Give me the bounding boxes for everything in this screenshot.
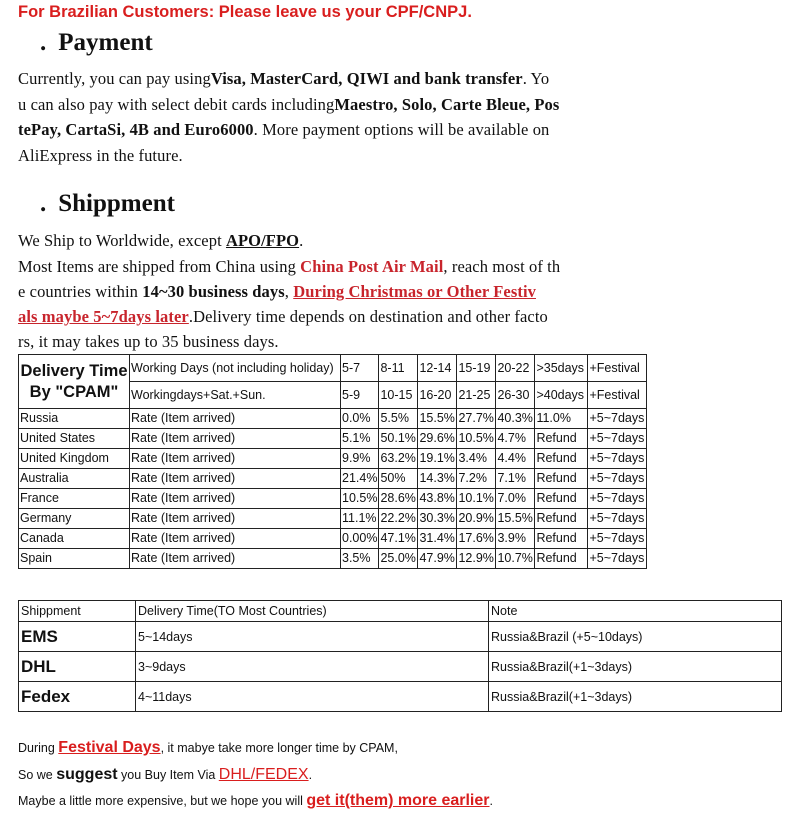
debit-cards: tePay, CartaSi, 4B and Euro6000 — [18, 120, 254, 139]
dhl-fedex: DHL/FEDEX — [218, 766, 309, 783]
carrier-name: DHL — [19, 652, 136, 682]
cell: 4~11days — [136, 682, 489, 712]
cell: 21.4% — [341, 469, 379, 489]
row-label: Rate (Item arrived) — [130, 449, 341, 469]
debit-cards: Maestro, Solo, Carte Bleue, Pos — [334, 95, 560, 114]
cell: Russia&Brazil(+1~3days) — [489, 652, 782, 682]
cell: 20-22 — [496, 355, 535, 382]
country: Russia — [19, 409, 130, 429]
table-row — [19, 622, 782, 652]
business-days: 14~30 business days — [142, 282, 285, 301]
cell: +5~7days — [588, 449, 647, 469]
cell: Russia&Brazil (+5~10days) — [489, 622, 782, 652]
table-row — [19, 652, 782, 682]
cell: Refund — [535, 549, 588, 569]
country: Australia — [19, 469, 130, 489]
text: We Ship to Worldwide, except — [18, 231, 226, 250]
table-row — [19, 489, 647, 509]
cell: 10.5% — [341, 489, 379, 509]
cell: 47.1% — [379, 529, 418, 549]
cell: +5~7days — [588, 549, 647, 569]
cell: 12.9% — [457, 549, 496, 569]
table-row — [19, 682, 782, 712]
cell: 7.1% — [496, 469, 535, 489]
text: During — [18, 741, 59, 755]
brazil-cpf-notice: For Brazilian Customers: Please leave us your CPF/CNPJ. — [18, 3, 472, 21]
cell: Refund — [535, 529, 588, 549]
cell: 10.7% — [496, 549, 535, 569]
cell: 7.2% — [457, 469, 496, 489]
table-row — [19, 509, 647, 529]
cell: +5~7days — [588, 429, 647, 449]
header-cell: Shippment — [19, 601, 136, 622]
cell: +5~7days — [588, 469, 647, 489]
footer-line-1 — [18, 739, 398, 757]
delivery-rates-table — [18, 354, 647, 569]
cell: 47.9% — [418, 549, 457, 569]
cell: 3~9days — [136, 652, 489, 682]
cell: 0.00% — [341, 529, 379, 549]
row-label: Rate (Item arrived) — [130, 409, 341, 429]
country: United Kingdom — [19, 449, 130, 469]
text: , it mabye take more longer time by CPAM, — [160, 741, 398, 755]
text: you Buy Item Via — [117, 768, 219, 782]
cell: 50% — [379, 469, 418, 489]
row-label: Rate (Item arrived) — [130, 529, 341, 549]
row-label: Working Days (not including holiday) — [130, 355, 341, 382]
table-row — [19, 409, 647, 429]
apo-fpo: APO/FPO — [225, 231, 300, 250]
cell: +5~7days — [588, 529, 647, 549]
shipment-line-3 — [18, 282, 536, 302]
cell: 31.4% — [418, 529, 457, 549]
shipment-title: Shippment — [58, 190, 175, 217]
country: Canada — [19, 529, 130, 549]
cell: Refund — [535, 469, 588, 489]
text: , — [284, 282, 294, 301]
cell: 28.6% — [379, 489, 418, 509]
text: . Yo — [522, 69, 550, 88]
cell: Refund — [535, 509, 588, 529]
cell: 17.6% — [457, 529, 496, 549]
table-row — [19, 355, 647, 382]
cell: +5~7days — [588, 509, 647, 529]
get-it-earlier: get it(them) more earlier — [306, 792, 490, 809]
cell: 5-9 — [341, 382, 379, 409]
table-row — [19, 601, 782, 622]
cell: 22.2% — [379, 509, 418, 529]
cell: 14.3% — [418, 469, 457, 489]
cell: 5.1% — [341, 429, 379, 449]
carrier-table — [18, 600, 782, 712]
cell: 10.1% — [457, 489, 496, 509]
cell: 11.0% — [535, 409, 588, 429]
row-label: Rate (Item arrived) — [130, 489, 341, 509]
cell: 5-7 — [341, 355, 379, 382]
payment-title: Payment — [58, 29, 153, 56]
bullet: . — [40, 29, 47, 56]
cell: 5~14days — [136, 622, 489, 652]
cell: 3.9% — [496, 529, 535, 549]
cell: 0.0% — [341, 409, 379, 429]
cell: 15.5% — [418, 409, 457, 429]
payment-heading — [40, 29, 153, 57]
cell: 15-19 — [457, 355, 496, 382]
footer-line-3 — [18, 792, 493, 810]
table-row — [19, 429, 647, 449]
table-row — [19, 449, 647, 469]
cell: 40.3% — [496, 409, 535, 429]
text: . — [489, 794, 493, 808]
carrier-name: Fedex — [19, 682, 136, 712]
shipment-line-1 — [18, 231, 303, 251]
title-line: By "CPAM" — [29, 382, 119, 401]
cell: Refund — [535, 489, 588, 509]
cell: 29.6% — [418, 429, 457, 449]
carrier-name: EMS — [19, 622, 136, 652]
cell: 21-25 — [457, 382, 496, 409]
country: France — [19, 489, 130, 509]
cell: 63.2% — [379, 449, 418, 469]
cell: 4.7% — [496, 429, 535, 449]
cell: 10-15 — [379, 382, 418, 409]
table-row — [19, 529, 647, 549]
payment-line-3 — [18, 120, 549, 140]
header-cell: Note — [489, 601, 782, 622]
cell: 10.5% — [457, 429, 496, 449]
table-title — [19, 355, 130, 409]
suggest: suggest — [56, 766, 118, 783]
payment-line-4: AliExpress in the future. — [18, 146, 183, 165]
cell: Russia&Brazil(+1~3days) — [489, 682, 782, 712]
country: Spain — [19, 549, 130, 569]
text: Maybe a little more expensive, but we hope you will — [18, 794, 307, 808]
china-post: China Post Air Mail — [300, 257, 444, 276]
cell: 43.8% — [418, 489, 457, 509]
cell: +5~7days — [588, 489, 647, 509]
cell: 3.4% — [457, 449, 496, 469]
row-label: Rate (Item arrived) — [130, 509, 341, 529]
row-label: Rate (Item arrived) — [130, 549, 341, 569]
shipment-line-4 — [18, 307, 548, 327]
text: So we — [18, 768, 57, 782]
cell: 5.5% — [379, 409, 418, 429]
cell: 9.9% — [341, 449, 379, 469]
text: u can also pay with select debit cards including — [18, 95, 335, 114]
christmas-notice: als maybe 5~7days later — [18, 307, 189, 326]
cell: 50.1% — [379, 429, 418, 449]
payment-line-2 — [18, 95, 559, 115]
text: Currently, you can pay using — [18, 69, 211, 88]
text: . — [308, 768, 313, 782]
christmas-notice: During Christmas or Other Festiv — [293, 282, 536, 301]
cell: 20.9% — [457, 509, 496, 529]
payment-methods: Visa, MasterCard, QIWI and bank transfer — [210, 69, 523, 88]
cell: >35days — [535, 355, 588, 382]
cell: Refund — [535, 429, 588, 449]
cell: 3.5% — [341, 549, 379, 569]
text: . More payment options will be available on — [253, 120, 550, 139]
payment-line-1 — [18, 69, 549, 89]
cell: 26-30 — [496, 382, 535, 409]
cell: 12-14 — [418, 355, 457, 382]
text: .Delivery time depends on destination and other facto — [188, 307, 548, 326]
cell: 15.5% — [496, 509, 535, 529]
cell: 30.3% — [418, 509, 457, 529]
text: Most Items are shipped from China using — [18, 257, 301, 276]
text: , reach most of th — [443, 257, 561, 276]
header-cell: Delivery Time(TO Most Countries) — [136, 601, 489, 622]
table-row — [19, 549, 647, 569]
row-label: Rate (Item arrived) — [130, 469, 341, 489]
cell: 27.7% — [457, 409, 496, 429]
cell: +5~7days — [588, 409, 647, 429]
cell: 8-11 — [379, 355, 418, 382]
country: Germany — [19, 509, 130, 529]
cell: 19.1% — [418, 449, 457, 469]
cell: +Festival — [588, 382, 647, 409]
cell: +Festival — [588, 355, 647, 382]
cell: 25.0% — [379, 549, 418, 569]
bullet: . — [40, 190, 47, 217]
text: . — [299, 231, 304, 250]
cell: 7.0% — [496, 489, 535, 509]
table-row — [19, 469, 647, 489]
cell: >40days — [535, 382, 588, 409]
title-line: Delivery Time — [20, 361, 128, 380]
cell: 11.1% — [341, 509, 379, 529]
cell: 4.4% — [496, 449, 535, 469]
shipment-line-2 — [18, 257, 560, 277]
row-label: Workingdays+Sat.+Sun. — [130, 382, 341, 409]
festival-days: Festival Days — [58, 739, 161, 756]
country: United States — [19, 429, 130, 449]
row-label: Rate (Item arrived) — [130, 429, 341, 449]
text: e countries within — [18, 282, 143, 301]
footer-line-2 — [18, 766, 312, 784]
shipment-line-5: rs, it may takes up to 35 business days. — [18, 332, 279, 351]
shipment-heading — [40, 190, 175, 218]
cell: Refund — [535, 449, 588, 469]
cell: 16-20 — [418, 382, 457, 409]
